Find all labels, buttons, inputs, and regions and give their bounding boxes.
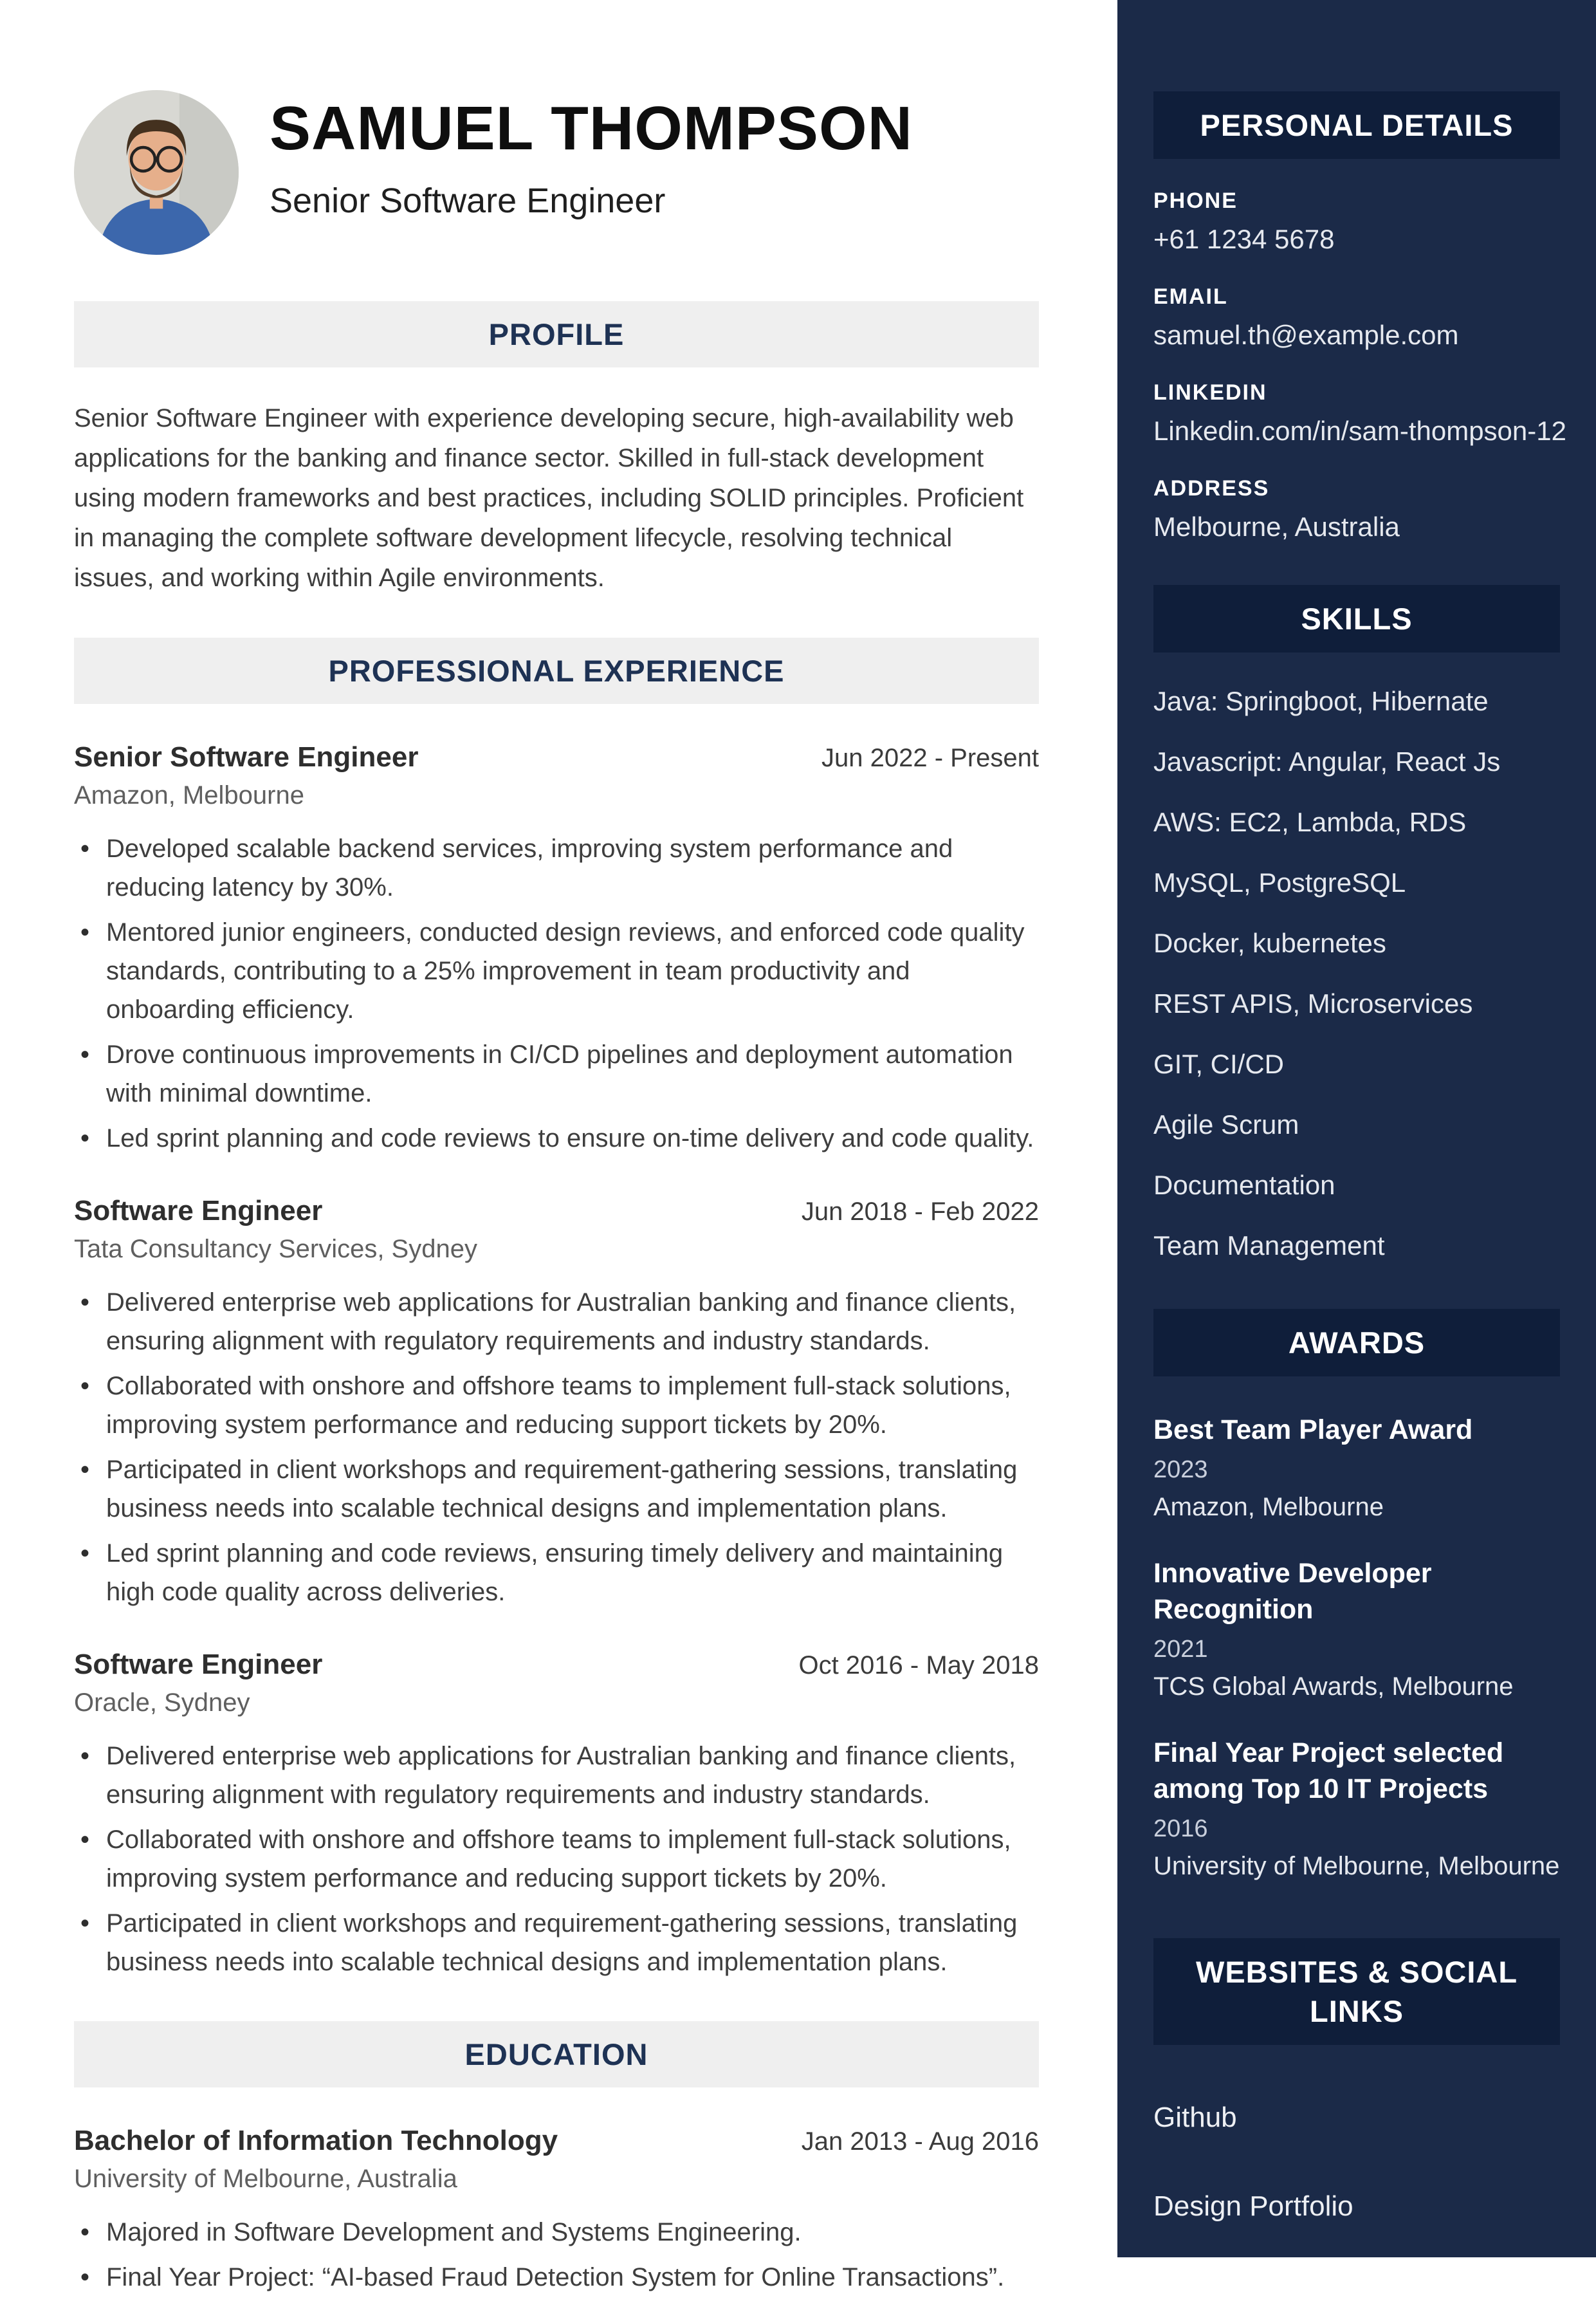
sidebar bbox=[1117, 0, 1596, 2257]
award-year: 2016 bbox=[1153, 1815, 1208, 1842]
job-bullet: • Led sprint planning and code reviews to ensure on-time delivery and code quality. bbox=[74, 1119, 1039, 1158]
personal-detail-email bbox=[1153, 284, 1560, 351]
header-text bbox=[270, 90, 913, 221]
linkedin-value: Linkedin.com/in/sam-thompson-12 bbox=[1153, 416, 1566, 447]
personal-details-list bbox=[1117, 189, 1596, 542]
job-bullet: • Delivered enterprise web applications for Australian banking and finance clients, ensuring alignment with regulatory requirements and industry standards. bbox=[74, 1737, 1039, 1814]
job-title: Software Engineer bbox=[74, 1195, 323, 1226]
job-bullet: • Delivered enterprise web applications for Australian banking and finance clients, ensuring alignment with regulatory requirements and industry standards. bbox=[74, 1283, 1039, 1360]
skill-item: REST APIS, Microservices bbox=[1153, 988, 1473, 1019]
education-bullets bbox=[74, 2213, 1039, 2297]
job-entry bbox=[74, 1195, 1039, 1611]
job-bullet: • Led sprint planning and code reviews, ensuring timely delivery and maintaining high code quality across deliveries. bbox=[74, 1534, 1039, 1611]
job-head bbox=[74, 1195, 1039, 1227]
job-date: Jun 2022 - Present bbox=[821, 744, 1039, 772]
job-bullets bbox=[74, 829, 1039, 1158]
skill-item: Team Management bbox=[1153, 1230, 1385, 1261]
design-portfolio-link[interactable]: Design Portfolio bbox=[1153, 2190, 1353, 2222]
job-bullet: • Collaborated with onshore and offshore teams to implement full-stack solutions, improving system performance and reducing support tickets by 20%. bbox=[74, 1820, 1039, 1898]
job-entry bbox=[74, 1649, 1039, 1981]
personal-detail-address bbox=[1153, 476, 1560, 542]
job-head bbox=[74, 741, 1039, 773]
section-header-education: EDUCATION bbox=[74, 2021, 1039, 2087]
skill-item: Javascript: Angular, React Js bbox=[1153, 746, 1501, 777]
job-bullet: • Drove continuous improvements in CI/CD pipelines and deployment automation with minimal downtime. bbox=[74, 1035, 1039, 1113]
job-bullet: • Participated in client workshops and requirement-gathering sessions, translating business needs into scalable technical designs and implementation plans. bbox=[74, 1904, 1039, 1981]
award-year: 2023 bbox=[1153, 1456, 1208, 1484]
award-org: University of Melbourne, Melbourne bbox=[1153, 1851, 1560, 1880]
job-company: Amazon, Melbourne bbox=[74, 781, 304, 809]
award-year: 2021 bbox=[1153, 1635, 1208, 1663]
skill-item: MySQL, PostgreSQL bbox=[1153, 867, 1406, 898]
education-bullet: • Final Year Project: “AI-based Fraud Detection System for Online Transactions”. bbox=[74, 2258, 1039, 2297]
award-org: TCS Global Awards, Melbourne bbox=[1153, 1672, 1514, 1701]
education-head bbox=[74, 2125, 1039, 2157]
profile-text: Senior Software Engineer with experience developing secure, high-availability web applications for the banking and finance sector. Skilled in full-stack development using modern frameworks and best practices, including SOLID principles. Proficient in managing the complete software development lifecycle, resolving technical issues, and working within Agile environments. bbox=[74, 404, 1024, 592]
sidebar-header-skills: SKILLS bbox=[1153, 585, 1560, 652]
section-header-profile: PROFILE bbox=[74, 301, 1039, 367]
phone-value: +61 1234 5678 bbox=[1153, 224, 1335, 255]
github-link[interactable]: Github bbox=[1153, 2101, 1237, 2133]
job-head bbox=[74, 1649, 1039, 1681]
sidebar-header-personal-details: PERSONAL DETAILS bbox=[1153, 91, 1560, 159]
job-bullet: • Participated in client workshops and requirement-gathering sessions, translating business needs into scalable technical designs and implementation plans. bbox=[74, 1450, 1039, 1528]
award-title: Innovative Developer Recognition bbox=[1153, 1558, 1432, 1625]
job-bullets bbox=[74, 1737, 1039, 1981]
skills-list bbox=[1117, 686, 1596, 1261]
job-title: Software Engineer bbox=[74, 1649, 323, 1680]
main-column bbox=[74, 0, 1039, 2303]
job-bullet: • Developed scalable backend services, improving system performance and reducing latency by 30%. bbox=[74, 829, 1039, 907]
links-list bbox=[1117, 2102, 1596, 2223]
job-title: Senior Software Engineer bbox=[74, 741, 419, 773]
section-header-experience: PROFESSIONAL EXPERIENCE bbox=[74, 638, 1039, 704]
candidate-name: SAMUEL THOMPSON bbox=[270, 94, 913, 163]
skill-item: Agile Scrum bbox=[1153, 1109, 1299, 1140]
award-org: Amazon, Melbourne bbox=[1153, 1493, 1384, 1522]
candidate-title: Senior Software Engineer bbox=[270, 181, 666, 220]
skill-item: Docker, kubernetes bbox=[1153, 928, 1386, 959]
sidebar-header-links: WEBSITES & SOCIAL LINKS bbox=[1153, 1938, 1560, 2045]
personal-detail-phone bbox=[1153, 189, 1560, 255]
skill-item: Java: Springboot, Hibernate bbox=[1153, 686, 1489, 717]
header bbox=[74, 0, 1039, 255]
award-title: Final Year Project selected among Top 10 IT Projects bbox=[1153, 1737, 1504, 1804]
job-company: Oracle, Sydney bbox=[74, 1688, 250, 1717]
job-date: Jun 2018 - Feb 2022 bbox=[801, 1198, 1039, 1226]
job-date: Oct 2016 - May 2018 bbox=[798, 1651, 1039, 1679]
degree-title: Bachelor of Information Technology bbox=[74, 2125, 558, 2156]
job-bullet: • Collaborated with onshore and offshore teams to implement full-stack solutions, improving system performance and reducing support tickets by 20%. bbox=[74, 1367, 1039, 1444]
profile-photo bbox=[74, 90, 239, 255]
awards-list bbox=[1117, 1412, 1596, 1882]
address-value: Melbourne, Australia bbox=[1153, 512, 1400, 542]
personal-detail-linkedin bbox=[1153, 380, 1566, 447]
sidebar-header-awards: AWARDS bbox=[1153, 1309, 1560, 1376]
phone-label: PHONE bbox=[1153, 189, 1238, 214]
portrait-illustration bbox=[74, 90, 239, 255]
skill-item: Documentation bbox=[1153, 1170, 1335, 1201]
award-entry bbox=[1153, 1735, 1560, 1883]
skill-item: GIT, CI/CD bbox=[1153, 1049, 1285, 1080]
address-label: ADDRESS bbox=[1153, 476, 1270, 501]
education-bullet: • Majored in Software Development and Systems Engineering. bbox=[74, 2213, 1039, 2252]
award-entry bbox=[1153, 1556, 1560, 1703]
education-date: Jan 2013 - Aug 2016 bbox=[801, 2127, 1039, 2156]
education-school: University of Melbourne, Australia bbox=[74, 2165, 457, 2193]
job-company: Tata Consultancy Services, Sydney bbox=[74, 1235, 477, 1263]
job-bullets bbox=[74, 1283, 1039, 1611]
education-entry bbox=[74, 2125, 1039, 2297]
award-title: Best Team Player Award bbox=[1153, 1414, 1473, 1446]
email-label: EMAIL bbox=[1153, 284, 1228, 310]
award-entry bbox=[1153, 1412, 1560, 1524]
skill-item: AWS: EC2, Lambda, RDS bbox=[1153, 807, 1467, 838]
linkedin-label: LINKEDIN bbox=[1153, 380, 1267, 405]
job-entry bbox=[74, 741, 1039, 1158]
email-value: samuel.th@example.com bbox=[1153, 320, 1459, 351]
job-bullet: • Mentored junior engineers, conducted design reviews, and enforced code quality standards, contributing to a 25% improvement in team productivity and onboarding efficiency. bbox=[74, 913, 1039, 1029]
